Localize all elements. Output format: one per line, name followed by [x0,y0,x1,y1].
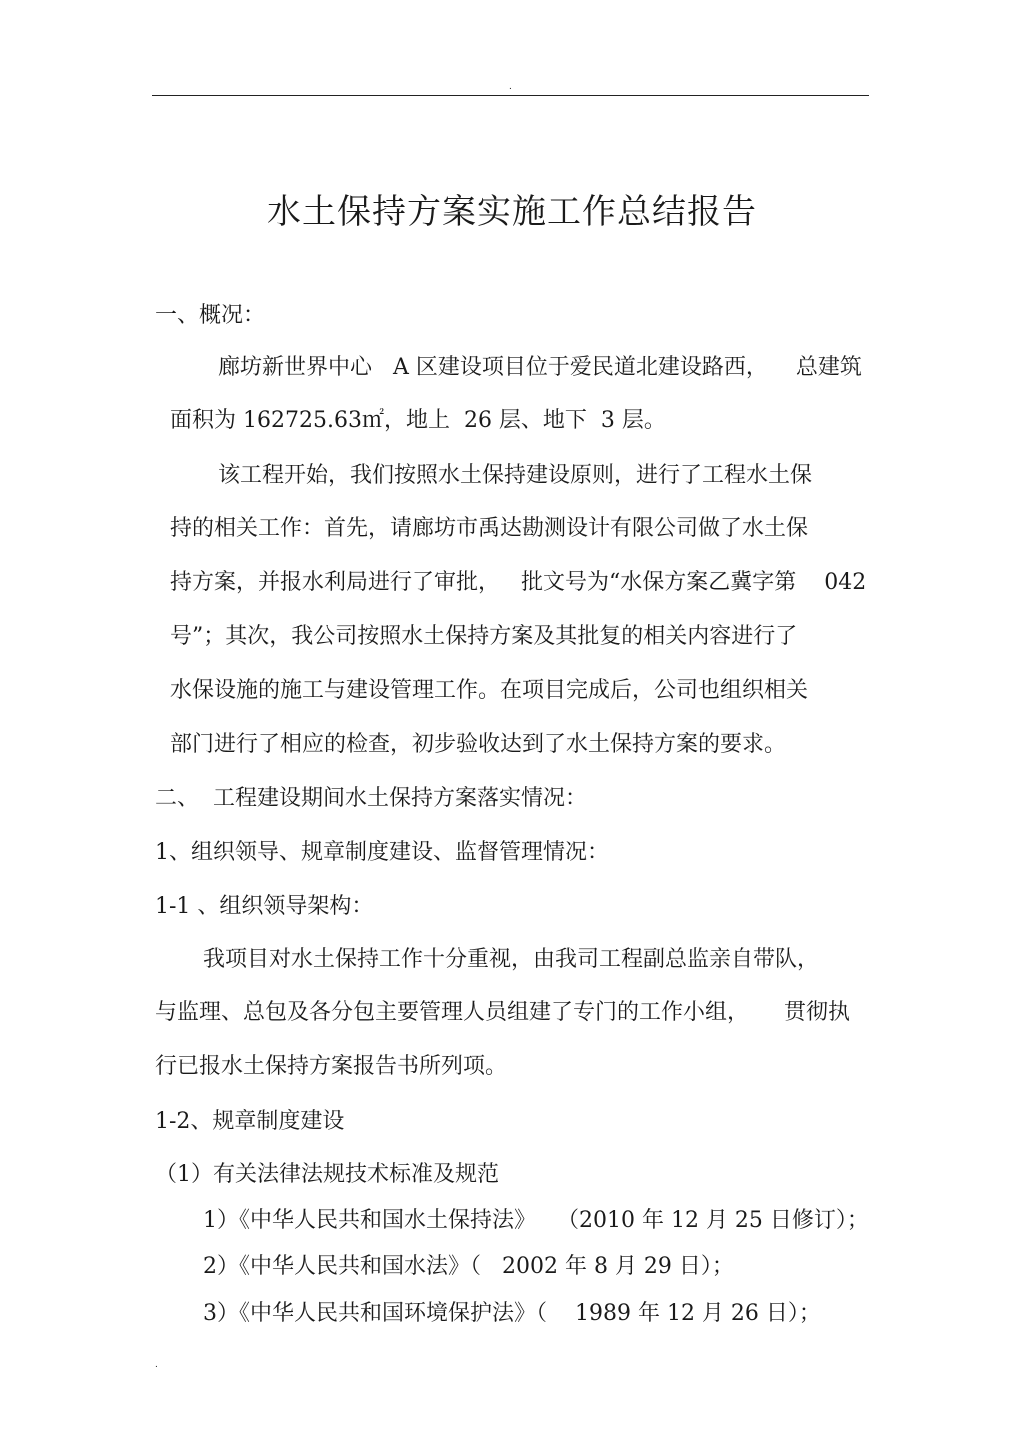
list-heading: （1）有关法律法规技术标准及规范 [155,1162,499,1187]
header-rule [152,95,869,96]
paragraph-line: 行已报水土保持方案报告书所列项。 [155,1054,508,1079]
subsection-heading: 1-2、规章制度建设 [155,1109,345,1134]
header-mark: . [509,81,512,92]
paragraph-line: 号”；其次，我公司按照水土保持方案及其批复的相关内容进行了 [170,624,798,649]
paragraph-line: 面积为 162725.63㎡，地上 26 层、地下 3 层。 [170,408,666,433]
paragraph-line: 该工程开始，我们按照水土保持建设原则，进行了工程水土保 [218,463,813,488]
subsection-heading: 1-1 、组织领导架构： [155,894,374,919]
paragraph-line: 廊坊新世界中心 A 区建设项目位于爱民道北建设路西， 总建筑 [218,355,862,380]
document-title: 水土保持方案实施工作总结报告 [267,192,757,232]
footer-mark: . [155,1359,158,1370]
paragraph-line: 持的相关工作：首先，请廊坊市禹达勘测设计有限公司做了水土保 [170,516,809,541]
subsection-heading: 1、组织领导、规章制度建设、监督管理情况： [155,840,609,865]
paragraph-line: 部门进行了相应的检查，初步验收达到了水土保持方案的要求。 [170,732,787,757]
paragraph-line: 水保设施的施工与建设管理工作。在项目完成后，公司也组织相关 [170,678,809,703]
paragraph-line: 我项目对水土保持工作十分重视，由我司工程副总监亲自带队， [203,947,820,972]
list-item: 1）《中华人民共和国水土保持法》 （2010 年 12 月 25 日修订）； [203,1208,869,1233]
list-item: 3）《中华人民共和国环境保护法》（ 1989 年 12 月 26 日）； [203,1301,821,1326]
section-heading-overview: 一、概况： [155,303,266,328]
list-item: 2）《中华人民共和国水法》（ 2002 年 8 月 29 日）； [203,1254,734,1279]
paragraph-line: 与监理、总包及各分包主要管理人员组建了专门的工作小组， 贯彻执 [155,1000,850,1025]
paragraph-line: 持方案，并报水利局进行了审批， 批文号为“水保方案乙冀字第 042 [170,570,867,595]
section-heading-implementation: 二、 工程建设期间水土保持方案落实情况： [155,786,587,811]
